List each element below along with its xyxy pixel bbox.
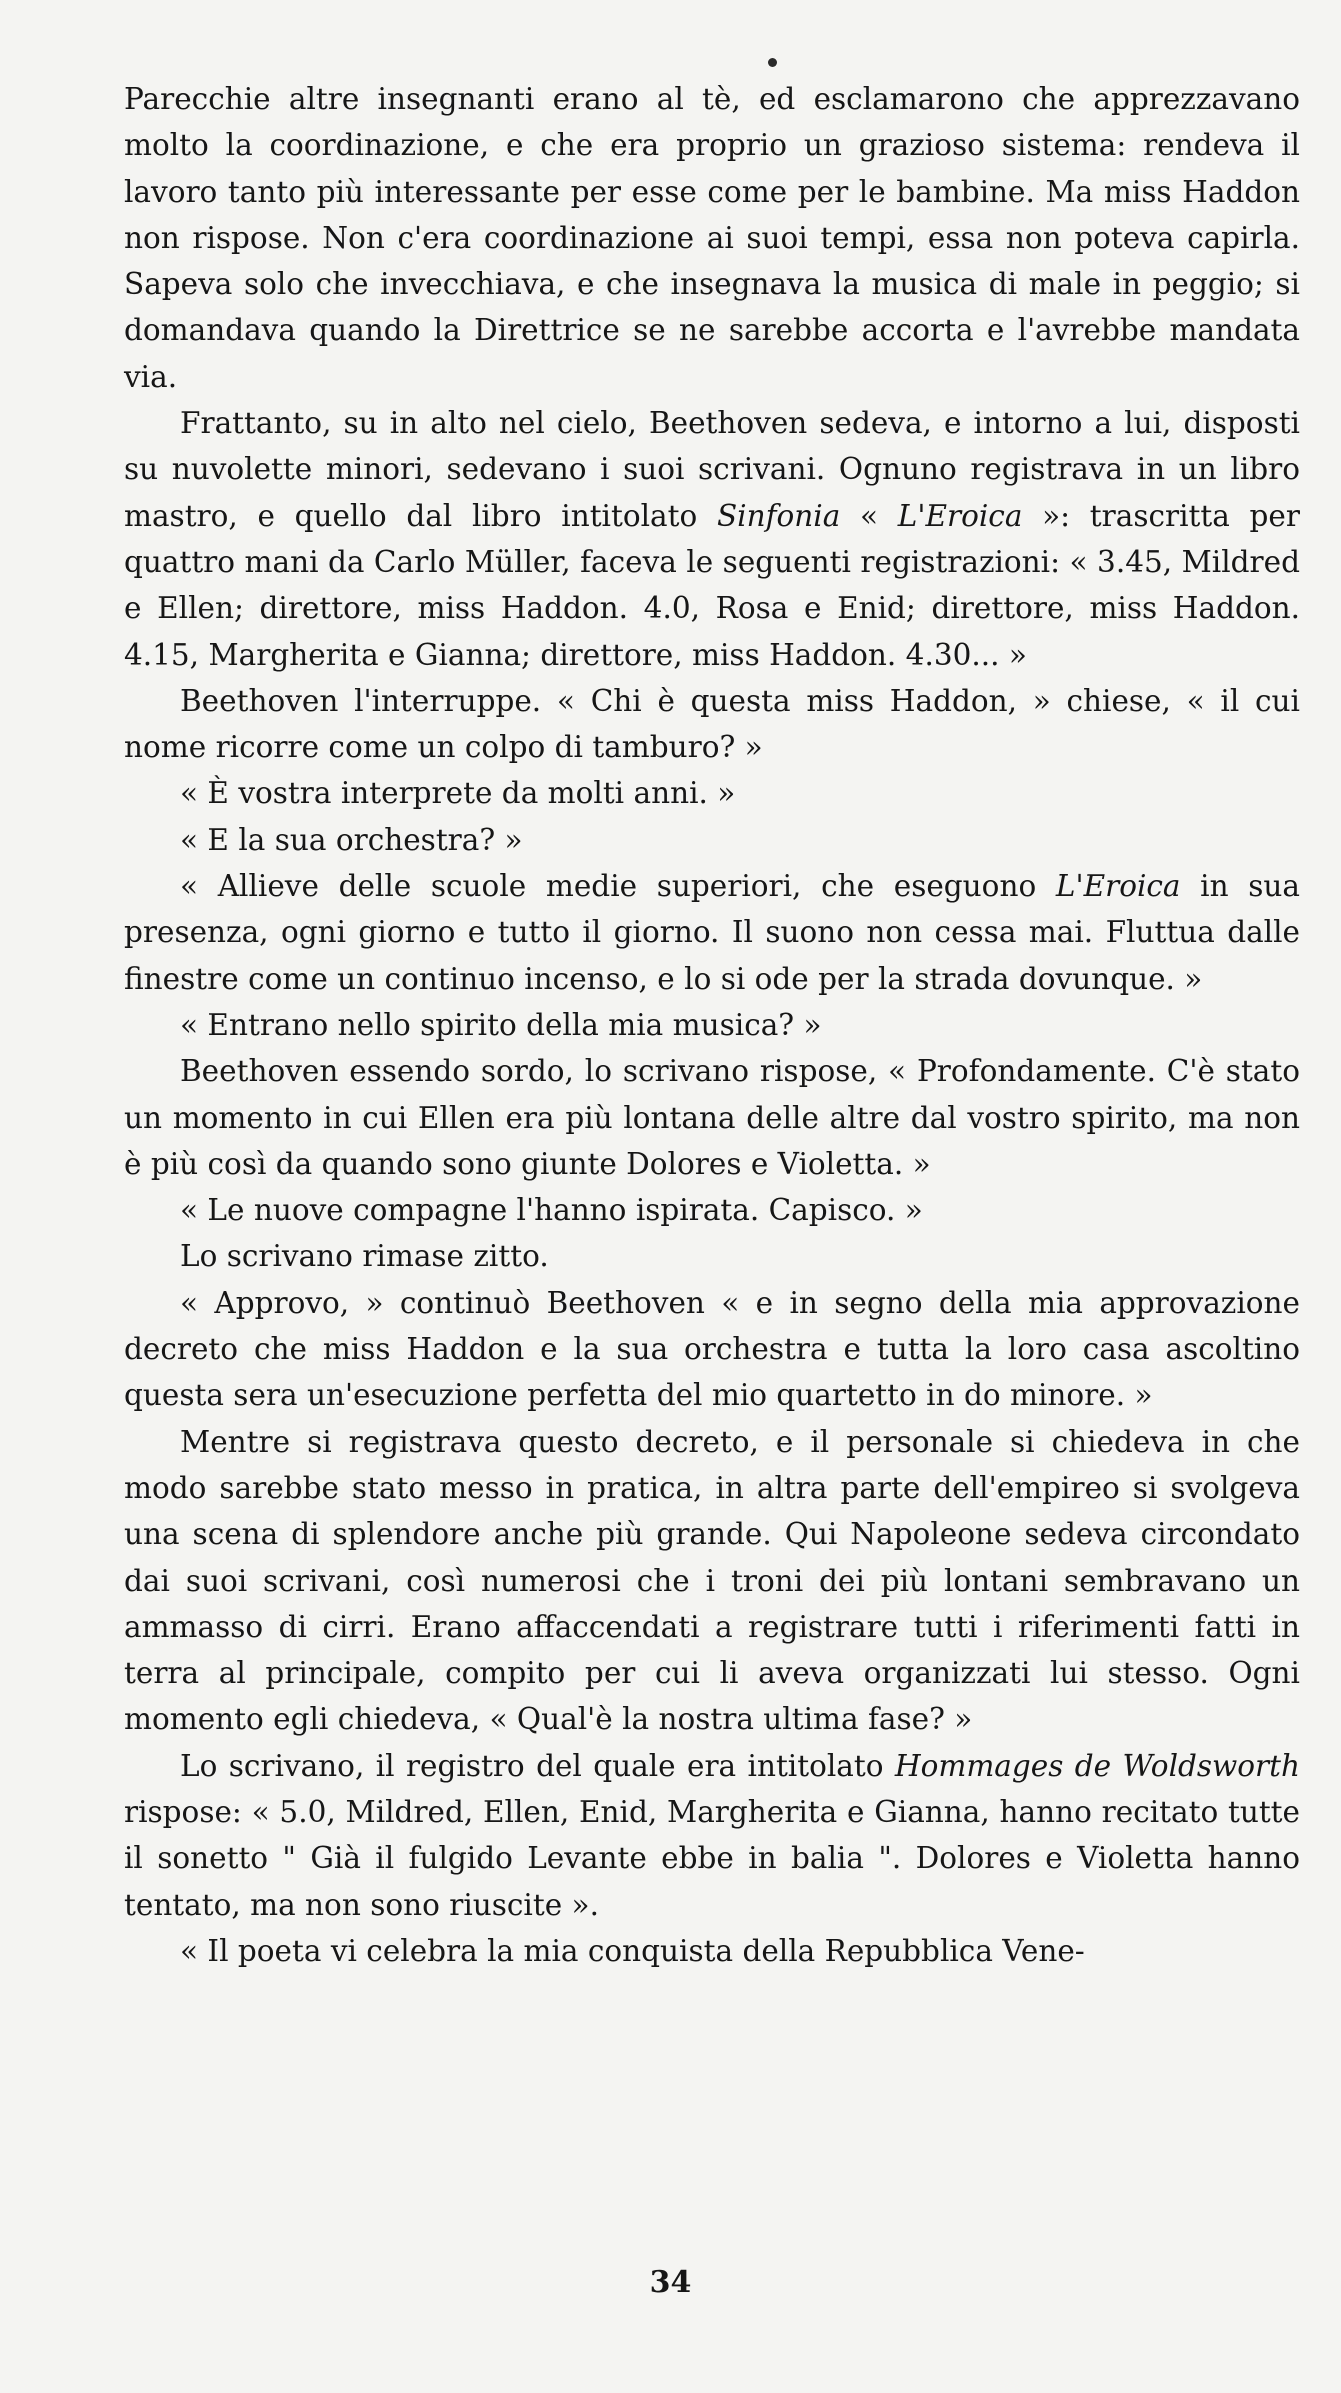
text-segment: Beethoven essendo sordo, lo scrivano rispose, « Profondamente. C'è stato un momento in cui Ellen era più lontana delle altre dal vostro spirito, ma non è più così da quando sono giunte Dolores e Violetta. » xyxy=(124,1054,1300,1181)
text-segment: « È vostra interprete da molti anni. » xyxy=(180,776,736,811)
page-number: 34 xyxy=(649,2265,692,2300)
text-segment: « E la sua orchestra? » xyxy=(180,822,523,857)
paragraph xyxy=(124,770,1300,816)
paragraph xyxy=(124,1280,1300,1419)
text-segment: « Entrano nello spirito della mia musica? » xyxy=(180,1007,822,1042)
paragraph xyxy=(124,1187,1300,1233)
text-segment: Lo scrivano rimase zitto. xyxy=(180,1239,549,1274)
symphony-title-italic: L'Eroica xyxy=(1055,869,1181,904)
paragraph xyxy=(124,678,1300,771)
paragraph xyxy=(124,1419,1300,1743)
body-text xyxy=(124,76,1300,1974)
paragraph xyxy=(124,1002,1300,1048)
text-segment: « xyxy=(840,498,898,533)
text-segment: Mentre si registrava questo decreto, e il personale si chiedeva in che modo sarebbe stato messo in pratica, in altra parte dell'empireo si svolgeva una scena di splendore anche più grande. Qui Napoleone sedeva circondato dai suoi scrivani, così numerosi che i troni dei più lontani sembravano un ammasso di cirri. Erano affaccendati a registrare tutti i riferimenti fatti in terra al principale, compito per cui li aveva organizzati lui stesso. Ogni momento egli chiedeva, « Qual'è la nostra ultima fase? » xyxy=(124,1424,1300,1737)
paragraph xyxy=(124,863,1300,1002)
paragraph xyxy=(124,1928,1300,1974)
paragraph xyxy=(124,76,1300,400)
text-segment: « Allieve delle scuole medie superiori, che eseguono xyxy=(180,869,1056,904)
register-title-italic: Hommages de Woldsworth xyxy=(894,1748,1300,1783)
text-segment: « Le nuove compagne l'hanno ispirata. Capisco. » xyxy=(180,1193,923,1228)
paragraph xyxy=(124,1048,1300,1187)
text-segment: rispose: « 5.0, Mildred, Ellen, Enid, Margherita e Gianna, hanno recitato tutte il sonetto " Già il fulgido Levante ebbe in balia ". Dolores e Violetta hanno tentato, ma non sono riuscite ». xyxy=(124,1794,1300,1922)
book-title-italic: Sinfonia xyxy=(716,498,841,533)
paragraph xyxy=(124,817,1300,863)
text-segment: »: trascritta per quattro mani da Carlo Müller, faceva le seguenti registrazioni: « 3.45, Mildred e Ellen; direttore, miss Haddon. 4.0, Rosa e Enid; direttore, miss Haddon. 4.15, Margherita e Gianna; direttore, miss Haddon. 4.30... » xyxy=(124,498,1300,672)
paragraph xyxy=(124,1233,1300,1279)
text-segment: Lo scrivano, il registro del quale era intitolato xyxy=(180,1748,895,1783)
text-segment: in sua presenza, ogni giorno e tutto il giorno. Il suono non cessa mai. Fluttua dalle finestre come un continuo incenso, e lo si ode per la strada dovunque. » xyxy=(124,869,1301,996)
symphony-title-italic: L'Eroica xyxy=(897,498,1023,533)
text-segment: « Approvo, » continuò Beethoven « e in segno della mia approvazione decreto che miss Haddon e la sua orchestra e tutta la loro casa ascoltino questa sera un'esecuzione perfetta del mio quartetto in do minore. » xyxy=(124,1285,1300,1413)
text-segment: Frattanto, su in alto nel cielo, Beethoven sedeva, e intorno a lui, disposti su nuvolette minori, sedevano i suoi scrivani. Ognuno registrava in un libro mastro, e quello dal libro intitolato xyxy=(124,406,1300,533)
text-segment: Beethoven l'interruppe. « Chi è questa miss Haddon, » chiese, « il cui nome ricorre come un colpo di tamburo? » xyxy=(124,683,1300,765)
text-segment: Parecchie altre insegnanti erano al tè, ed esclamarono che apprezzavano molto la coordinazione, e che era proprio un grazioso sistema: rendeva il lavoro tanto più interessante per esse come per le bambine. Ma miss Haddon non rispose. Non c'era coordinazione ai suoi tempi, essa non poteva capirla. Sapeva solo che invecchiava, e che insegnava la musica di male in peggio; si domandava quando la Direttrice se ne sarebbe accorta e l'avrebbe mandata via. xyxy=(124,82,1300,394)
paragraph xyxy=(124,400,1300,678)
paragraph xyxy=(124,1743,1300,1928)
text-segment: « Il poeta vi celebra la mia conquista della Repubblica Vene- xyxy=(180,1933,1085,1968)
ink-speck xyxy=(768,58,777,67)
